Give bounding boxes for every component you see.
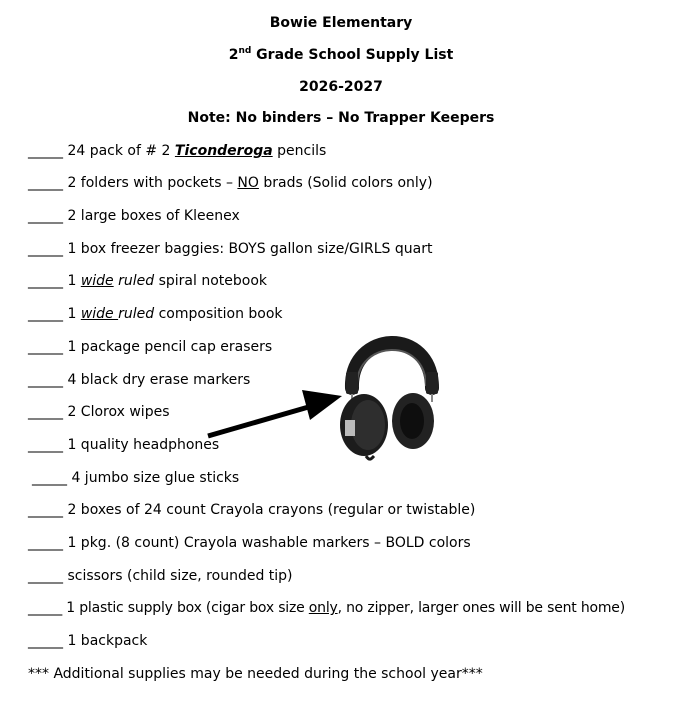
emphasis-ruled: ruled bbox=[113, 273, 155, 289]
arrow-icon bbox=[208, 390, 342, 436]
item-text: 1 plastic supply box (cigar box size bbox=[62, 600, 309, 616]
list-item bbox=[28, 567, 293, 585]
grade-title-rest: Grade School Supply List bbox=[251, 47, 454, 63]
list-item bbox=[28, 142, 326, 160]
item-text: 2 Clorox wipes bbox=[63, 404, 170, 420]
item-text: 1 backpack bbox=[63, 633, 148, 649]
headphones-icon bbox=[340, 343, 438, 459]
emphasis-ruled: ruled bbox=[118, 306, 155, 322]
list-item bbox=[28, 240, 432, 258]
list-item bbox=[28, 436, 219, 454]
list-item bbox=[28, 371, 250, 389]
item-text: 2 large boxes of Kleenex bbox=[63, 208, 240, 224]
item-text: spiral notebook bbox=[154, 273, 267, 289]
list-item bbox=[28, 501, 475, 519]
item-text: pencils bbox=[272, 143, 327, 159]
checkbox-blank: _____ bbox=[28, 273, 63, 289]
note: Note: No binders – No Trapper Keepers bbox=[187, 110, 495, 126]
item-text: 2 folders with pockets – bbox=[63, 175, 238, 191]
list-item bbox=[32, 469, 239, 487]
emphasis-no: NO bbox=[237, 175, 259, 191]
checkbox-blank: _____ bbox=[28, 143, 63, 159]
checkbox-blank: _____ bbox=[28, 633, 63, 649]
grade-suffix: nd bbox=[238, 46, 252, 56]
school-year: 2026-2027 bbox=[299, 79, 383, 95]
item-text: 1 bbox=[63, 306, 81, 322]
checkbox-blank: _____ bbox=[28, 372, 63, 388]
checkbox-blank: _____ bbox=[28, 568, 63, 584]
list-item bbox=[28, 338, 272, 356]
item-text: composition book bbox=[154, 306, 283, 322]
item-text: 1 box freezer baggies: BOYS gallon size/GIRLS quart bbox=[63, 241, 433, 257]
list-item bbox=[28, 174, 433, 192]
item-text: 2 boxes of 24 count Crayola crayons (regular or twistable) bbox=[63, 502, 476, 518]
item-text: , no zipper, larger ones will be sent home) bbox=[337, 600, 625, 616]
list-item bbox=[28, 534, 471, 552]
checkbox-blank: _____ bbox=[28, 175, 63, 191]
list-item bbox=[28, 272, 267, 290]
item-text: 1 package pencil cap erasers bbox=[63, 339, 273, 355]
item-text: 1 bbox=[63, 273, 81, 289]
list-item bbox=[28, 632, 147, 650]
checkbox-blank: _____ bbox=[32, 470, 67, 486]
item-text: 1 pkg. (8 count) Crayola washable markers – BOLD colors bbox=[63, 535, 471, 551]
emphasis-only: only bbox=[308, 600, 338, 616]
grade-number: 2 bbox=[228, 47, 239, 63]
checkbox-blank: _____ bbox=[28, 404, 63, 420]
list-item bbox=[28, 599, 625, 617]
item-text: scissors (child size, rounded tip) bbox=[63, 568, 293, 584]
item-text: 4 jumbo size glue sticks bbox=[67, 470, 240, 486]
list-item bbox=[28, 207, 240, 225]
footer-note: *** Additional supplies may be needed during the school year*** bbox=[28, 666, 483, 682]
checkbox-blank: _____ bbox=[28, 306, 63, 322]
checkbox-blank: _____ bbox=[28, 535, 63, 551]
emphasis-wide: wide bbox=[80, 273, 114, 289]
checkbox-blank: _____ bbox=[28, 437, 63, 453]
item-text: 24 pack of # 2 bbox=[63, 143, 175, 159]
checkbox-blank: _____ bbox=[28, 502, 63, 518]
list-item bbox=[28, 305, 283, 323]
checkbox-blank: _____ bbox=[28, 339, 63, 355]
emphasis-wide: wide bbox=[80, 306, 119, 322]
list-title bbox=[0, 46, 682, 64]
checkbox-blank: _____ bbox=[28, 600, 63, 616]
item-text: brads (Solid colors only) bbox=[258, 175, 433, 191]
school-name: Bowie Elementary bbox=[269, 15, 413, 31]
brand-ticonderoga: Ticonderoga bbox=[174, 143, 273, 159]
list-item bbox=[28, 403, 170, 421]
item-text: 1 quality headphones bbox=[63, 437, 220, 453]
item-text: 4 black dry erase markers bbox=[63, 372, 251, 388]
checkbox-blank: _____ bbox=[28, 241, 63, 257]
checkbox-blank: _____ bbox=[28, 208, 63, 224]
